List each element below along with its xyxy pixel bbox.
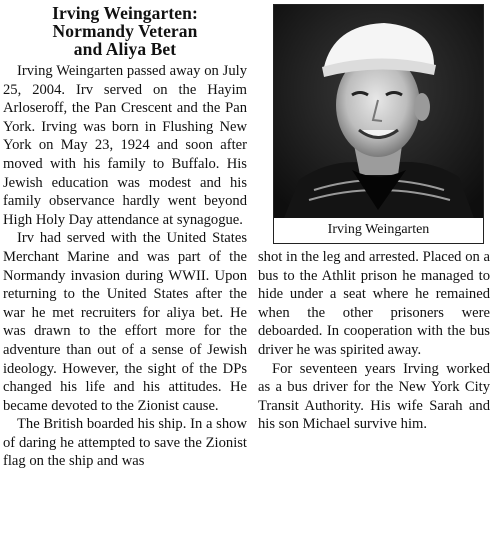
body-paragraph-continued: shot in the leg and arrested. Placed on a bus to the Athlit prison he managed to hide under a seat where he remained when the other prisoners were deboarded. In cooperation with the bus driver he was spirited away. <box>258 249 490 358</box>
right-column-text <box>258 248 490 434</box>
right-column <box>258 4 490 434</box>
body-paragraph: Irv had served with the United States Merchant Marine and was part of the Normandy invasion during WWII. Upon returning to the United States after the war he met recruiters for aliya bet. He was drawn to the effort more for the adventure than out of a sense of Jewish ideology. However, the sight of the DPs changed his life and his attitudes. He became devoted to the Zionist cause. <box>3 230 247 414</box>
body-paragraph: For seventeen years Irving worked as a bus driver for the New York City Transit Authority. His wife Sarah and his son Michael survive him. <box>258 360 490 433</box>
body-paragraph: The British boarded his ship. In a show of daring he attempted to save the Zionist flag on the ship and was <box>3 416 247 470</box>
photo-caption: Irving Weingarten <box>327 222 430 237</box>
title-line-1: Irving Weingarten: <box>52 3 198 23</box>
photo-frame <box>273 4 484 244</box>
body-paragraph: Irving Weingarten passed away on July 25, 2004. Irv served on the Hayim Arloseroff, the Pan Crescent and the Pan York. Irving was born in Flushing New York on May 23, 1924 and soon after moved with his family to Buffalo. His Jewish education was modest and his family observance hardly went beyond High Holy Day attendance at synagogue. <box>3 63 247 228</box>
article-title <box>3 4 247 58</box>
portrait-photo <box>274 5 483 218</box>
title-line-3: and Aliya Bet <box>73 39 177 59</box>
left-column <box>3 4 247 471</box>
title-line-2: Normandy Veteran <box>52 21 198 41</box>
